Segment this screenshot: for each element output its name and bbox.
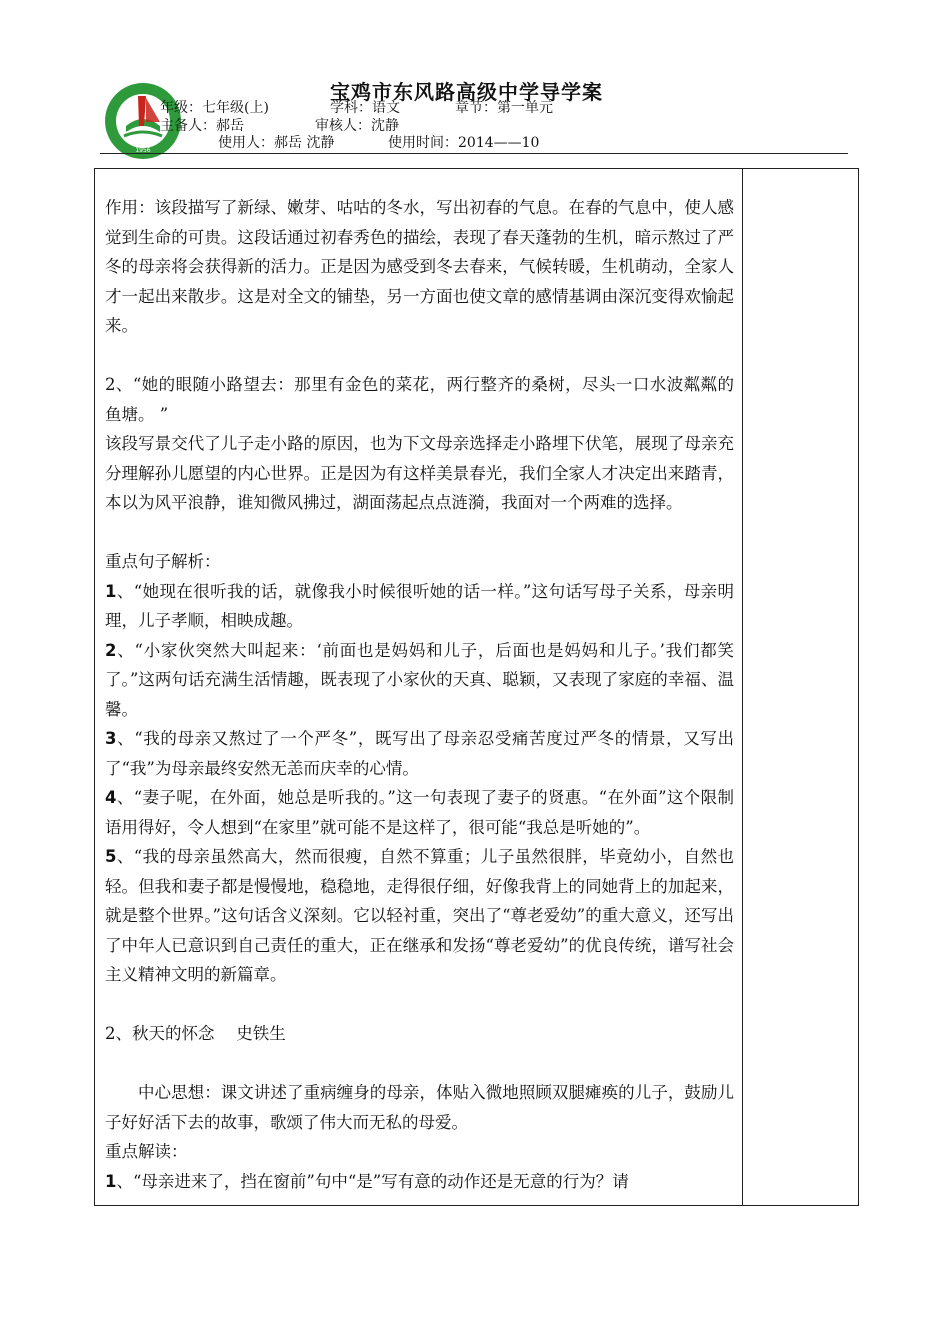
main-cell: [95, 169, 743, 1206]
sentence-2: [105, 636, 734, 725]
item-text: 、“小家伙突然大叫起来：‘前面也是妈妈和儿子，后面也是妈妈和儿子。’我们都笑了。”这两句话充满生活情趣，既表现了小家伙的天真、聪颖，又表现了家庭的幸福、温馨。: [105, 640, 734, 719]
reviewer-label: 审核人：沈静: [315, 118, 399, 134]
logo-year: 1956: [135, 147, 151, 154]
sentence-1: [105, 577, 734, 636]
central-idea: 中心思想：课文讲述了重病缠身的母亲，体贴入微地照顾双腿瘫痪的儿子，鼓励儿子好好活下去的故事，歌颂了伟大而无私的母爱。: [105, 1083, 734, 1132]
use-time-label: 使用时间：2014——10: [388, 135, 540, 151]
content-table: [94, 168, 859, 1206]
lesson-2-title: 2、秋天的怀念 史铁生: [105, 1024, 286, 1043]
sentence-4: [105, 783, 734, 842]
focus-heading: 重点解读：: [105, 1142, 188, 1161]
item-number: 4: [105, 788, 117, 807]
quote-2: 2、“她的眼随小路望去：那里有金色的菜花，两行整齐的桑树，尽头一口水波粼粼的鱼塘。 ”: [105, 375, 734, 424]
item-number: 3: [105, 729, 117, 748]
header-divider: [100, 153, 848, 154]
preparer-label: 主备人：郝岳: [160, 118, 244, 134]
content-body: [95, 169, 742, 1196]
sentence-3: [105, 724, 734, 783]
chapter-label: 章节：第一单元: [455, 100, 553, 116]
item-text: 、“母亲进来了，挡在窗前”句中“是”写有意的动作还是无意的行为？请: [116, 1171, 629, 1191]
item-number: 2: [105, 640, 117, 660]
item-text: 、“妻子呢，在外面，她总是听我的。”这一句表现了妻子的贤惠。“在外面”这个限制语用得好，令人想到“在家里”就可能不是这样了，很可能“我总是听她的”。: [105, 788, 734, 837]
paragraph-analysis: 该段写景交代了儿子走小路的原因，也为下文母亲选择走小路埋下伏笔，展现了母亲充分理解孙儿愿望的内心世界。正是因为有这样美景春光，我们全家人才决定出来踏青，本以为风平浪静，谁知微风拂过，湖面荡起点点涟漪，我面对一个两难的选择。: [105, 434, 734, 512]
question-1: [105, 1167, 734, 1197]
item-number: 1: [105, 581, 117, 601]
item-text: 、“我的母亲又熬过了一个严冬”，既写出了母亲忍受痛苦度过严冬的情景，又写出了“我”为母亲最终安然无恙而庆幸的心情。: [105, 729, 734, 778]
subject-label: 学科：语文: [330, 100, 400, 116]
paragraph-function: 作用：该段描写了新绿、嫩芽、咕咕的冬水，写出初春的气息。在春的气息中，使人感觉到生命的可贵。这段话通过初春秀色的描绘，表现了春天蓬勃的生机，暗示熬过了严冬的母亲将会获得新的活力。正是因为感受到冬去春来，气候转暖，生机萌动，全家人才一起出来散步。这是对全文的铺垫，另一方面也使文章的感情基调由深沉变得欢愉起来。: [105, 198, 734, 335]
item-text: 、“我的母亲虽然高大，然而很瘦，自然不算重；儿子虽然很胖，毕竟幼小，自然也轻。但我和妻子都是慢慢地，稳稳地，走得很仔细，好像我背上的同她背上的加起来，就是整个世界。”这句话含义深刻。它以轻衬重，突出了“尊老爱幼”的重大意义，还写出了中年人已意识到自己责任的重大，正在继承和发扬“尊老爱幼”的优良传统，谱写社会主义精神文明的新篇章。: [105, 847, 734, 984]
key-sentences-heading: 重点句子解析：: [105, 552, 221, 571]
item-text: 、“她现在很听我的话，就像我小时候很听她的话一样。”这句话写母子关系，母亲明理，儿子孝顺，相映成趣。: [105, 581, 734, 630]
users-label: 使用人：郝岳 沈静: [218, 135, 335, 151]
sentence-5: [105, 842, 734, 990]
page-title: 宝鸡市东风路高级中学导学案: [330, 80, 603, 104]
item-number: 5: [105, 847, 117, 866]
grade-label: 年级：七年级(上): [160, 100, 269, 116]
item-number: 1: [105, 1171, 117, 1191]
notes-cell: [743, 169, 859, 1206]
